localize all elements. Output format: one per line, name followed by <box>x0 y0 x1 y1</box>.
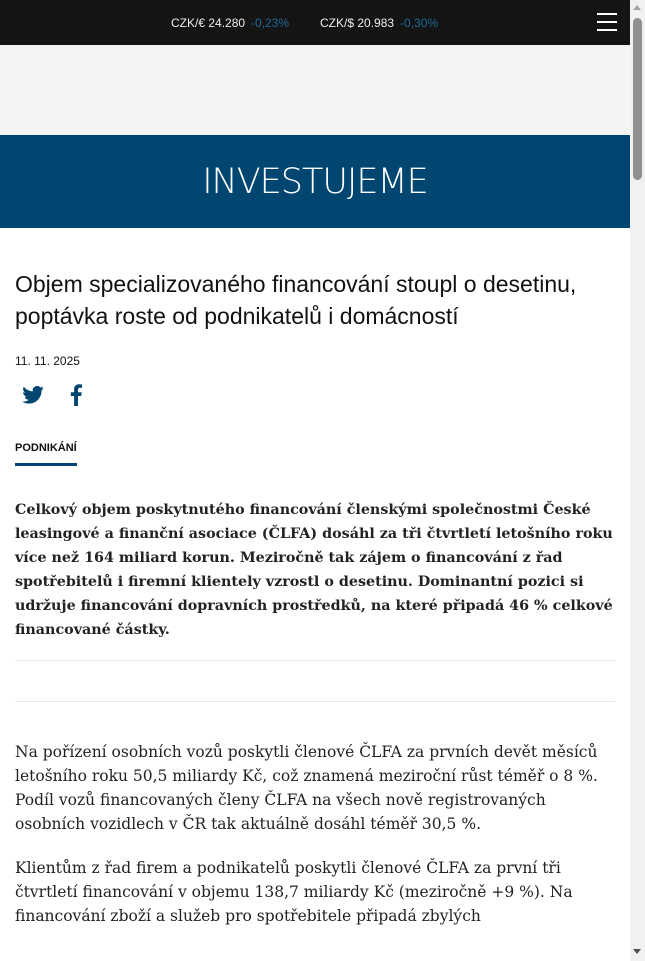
rate-label: CZK/€ 24.280 <box>171 16 246 30</box>
paragraph: Klientům z řad firem a podnikatelů poskytli členové ČLFA za první tři čtvrtletí financování v objemu 138,7 miliardy Kč (meziročně +9 %). Na financování zboží a služeb pro spotřebitele připadá zbylých <box>15 859 573 925</box>
logo-text: INVESTUJEME <box>202 161 428 202</box>
divider <box>15 661 615 702</box>
ad-placeholder <box>0 45 630 135</box>
article-perex: Celkový objem poskytnutého financování členskými společnostmi České leasingové a finanční asociace (ČLFA) dosáhl za tři čtvrtletí letošního roku více než 164 miliard korun. Meziročně tak zájem o financování z řad spotřebitelů i firemní klientely vzrostl o desetinu. Dominantní pozici si udržuje financování dopravních prostředků, na které připadá 46 % celkové financované částky. <box>15 498 615 661</box>
rate-change: -0,30% <box>400 16 439 30</box>
category-tag[interactable]: PODNIKÁNÍ <box>15 442 77 466</box>
top-bar <box>0 0 630 45</box>
share-buttons <box>22 384 630 406</box>
article-title: Objem specializovaného financování stoupl o desetinu, poptávka roste od podnikatelů i domácností <box>15 271 577 329</box>
article-date: 11. 11. 2025 <box>15 354 80 368</box>
rate-eur <box>171 16 289 30</box>
site-logo[interactable] <box>0 135 630 228</box>
rate-usd <box>320 16 438 30</box>
scroll-down-arrow-icon[interactable] <box>633 949 641 954</box>
twitter-icon[interactable] <box>22 386 44 404</box>
article-body <box>0 740 630 928</box>
scrollbar[interactable] <box>630 0 645 961</box>
facebook-icon[interactable] <box>70 384 82 406</box>
paragraph: Na pořízení osobních vozů poskytli členové ČLFA za prvních devět měsíců letošního roku 50,5 miliardy Kč, což znamená meziroční růst téměř o 8 %. Podíl vozů financovaných členy ČLFA na všech nově registrovaných osobních vozidlech v ČR tak aktuálně dosáhl téměř 30,5 %. <box>15 743 598 833</box>
rate-label: CZK/$ 20.983 <box>320 16 395 30</box>
scroll-up-arrow-icon[interactable] <box>633 5 641 10</box>
rate-change: -0,23% <box>251 16 290 30</box>
scrollbar-thumb[interactable] <box>633 18 642 180</box>
hamburger-menu-icon[interactable] <box>597 13 617 31</box>
